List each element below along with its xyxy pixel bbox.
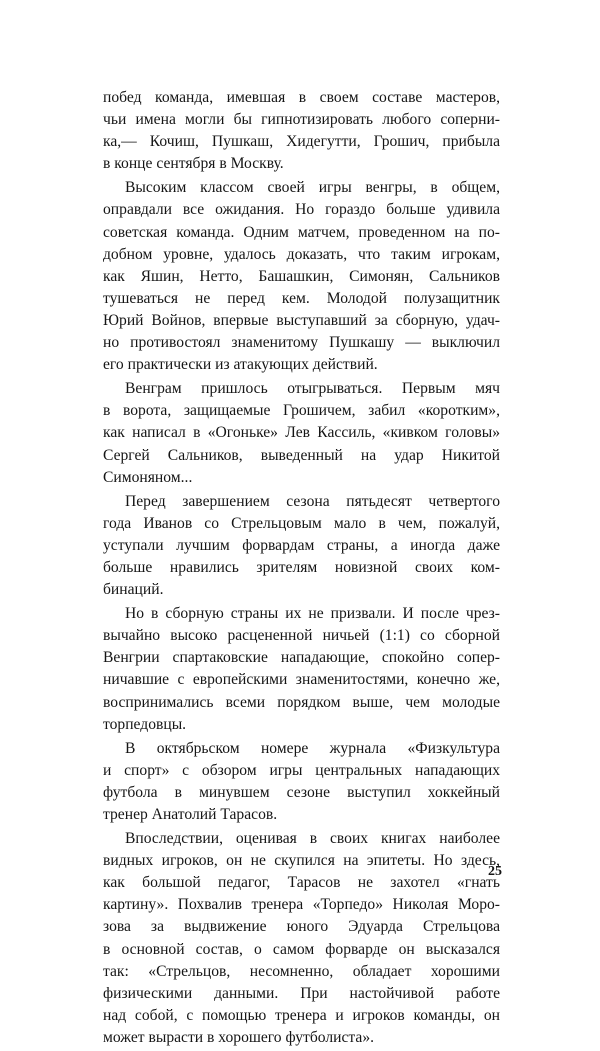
text-line: Сергей Сальников, выведенный на удар Никитой: [103, 446, 500, 464]
text-line: Симоняном...: [103, 468, 193, 486]
text-line: добном уровне, удалось доказать, что таким игрокам,: [103, 245, 500, 263]
text-line: Венграм пришлось отыгрываться. Первым мяч: [125, 380, 500, 398]
text-line: оправдали все ожидания. Но гораздо больше удивила: [103, 201, 500, 219]
text-line: вычайно высоко расцененной ничьей (1:1) со сборной: [103, 627, 500, 645]
text-line: физическими данными. При настойчивой работе: [103, 984, 500, 1002]
text-line: бинаций.: [103, 581, 164, 599]
book-page-text: [103, 87, 500, 1051]
text-line: тушеваться не перед кем. Молодой полузащитник: [103, 289, 500, 307]
text-line: Юрий Войнов, впервые выступавший за сборную, удач-: [103, 311, 500, 329]
text-line: над собой, с помощью тренера и игроков команды, он: [103, 1006, 500, 1024]
text-line: Венгрии спартаковские нападающие, спокойно сопер-: [103, 649, 500, 667]
paragraph-6: [103, 738, 500, 826]
text-line: торпедовцы.: [103, 715, 187, 733]
paragraph-3: [103, 378, 500, 488]
text-line: тренер Анатолий Тарасов.: [103, 806, 278, 823]
text-line: но противостоял знаменитому Пушкашу — выключил: [103, 334, 500, 352]
text-line: чьи имена могли бы гипнотизировать любого соперни-: [103, 111, 500, 129]
text-line: ка,— Кочиш, Пушкаш, Хидегутти, Грошич, прибыла: [103, 133, 500, 151]
text-line: зова за выдвижение юного Эдуарда Стрельцова: [103, 918, 500, 936]
text-line: Впоследствии, оценивая в своих книгах наиболее: [125, 830, 500, 848]
text-line: как большой педагог, Тарасов не захотел «гнать: [103, 874, 500, 892]
text-line: его практически из атакующих действий.: [103, 356, 378, 374]
text-line: может вырасти в хорошего футболиста».: [103, 1028, 375, 1046]
text-line: Перед завершением сезона пятьдесят четвертого: [125, 492, 500, 510]
text-line: в ворота, защищаемые Грошичем, забил «коротким»,: [103, 402, 500, 420]
text-line: футбола в минувшем сезоне выступил хоккейный: [103, 783, 500, 801]
text-line: побед команда, имевшая в своем составе мастеров,: [103, 89, 500, 106]
text-line: больше нравились зрителям новизной своих ком-: [103, 558, 500, 576]
text-line: Но в сборную страны их не призвали. И после чрез-: [125, 605, 500, 623]
text-line: воспринимались всеми порядком выше, чем молодые: [103, 693, 500, 711]
text-line: уступали лучшим форвардам страны, а иногда даже: [103, 536, 500, 554]
paragraph-7: [103, 828, 500, 1049]
text-line: так: «Стрельцов, несомненно, обладает хорошими: [103, 962, 500, 980]
paragraph-5: [103, 603, 500, 736]
page-number: 25: [488, 864, 502, 879]
text-line: советская команда. Одним матчем, проведенном на по-: [103, 223, 500, 241]
paragraph-4: [103, 491, 500, 601]
text-line: в основной состав, о самом форварде он высказался: [103, 940, 500, 958]
paragraph-1: [103, 87, 500, 175]
text-line: в конце сентября в Москву.: [103, 155, 284, 173]
text-line: как Яшин, Нетто, Башашкин, Симонян, Сальников: [103, 267, 500, 285]
paragraph-2: [103, 177, 500, 376]
text-line: ничавшие с европейскими знаменитостями, конечно же,: [103, 671, 500, 689]
text-line: видных игроков, он не скупился на эпитеты. Но здесь,: [103, 852, 500, 870]
text-line: Высоким классом своей игры венгры, в общем,: [125, 179, 500, 197]
text-line: и спорт» с обзором игры центральных нападающих: [103, 761, 500, 779]
text-line: года Иванов со Стрельцовым мало в чем, пожалуй,: [103, 514, 500, 532]
text-line: как написал в «Огоньке» Лев Кассиль, «кивком головы»: [103, 424, 500, 442]
text-line: картину». Похвалив тренера «Торпедо» Николая Моро-: [103, 896, 500, 914]
text-line: В октябрьском номере журнала «Физкультура: [125, 739, 500, 757]
